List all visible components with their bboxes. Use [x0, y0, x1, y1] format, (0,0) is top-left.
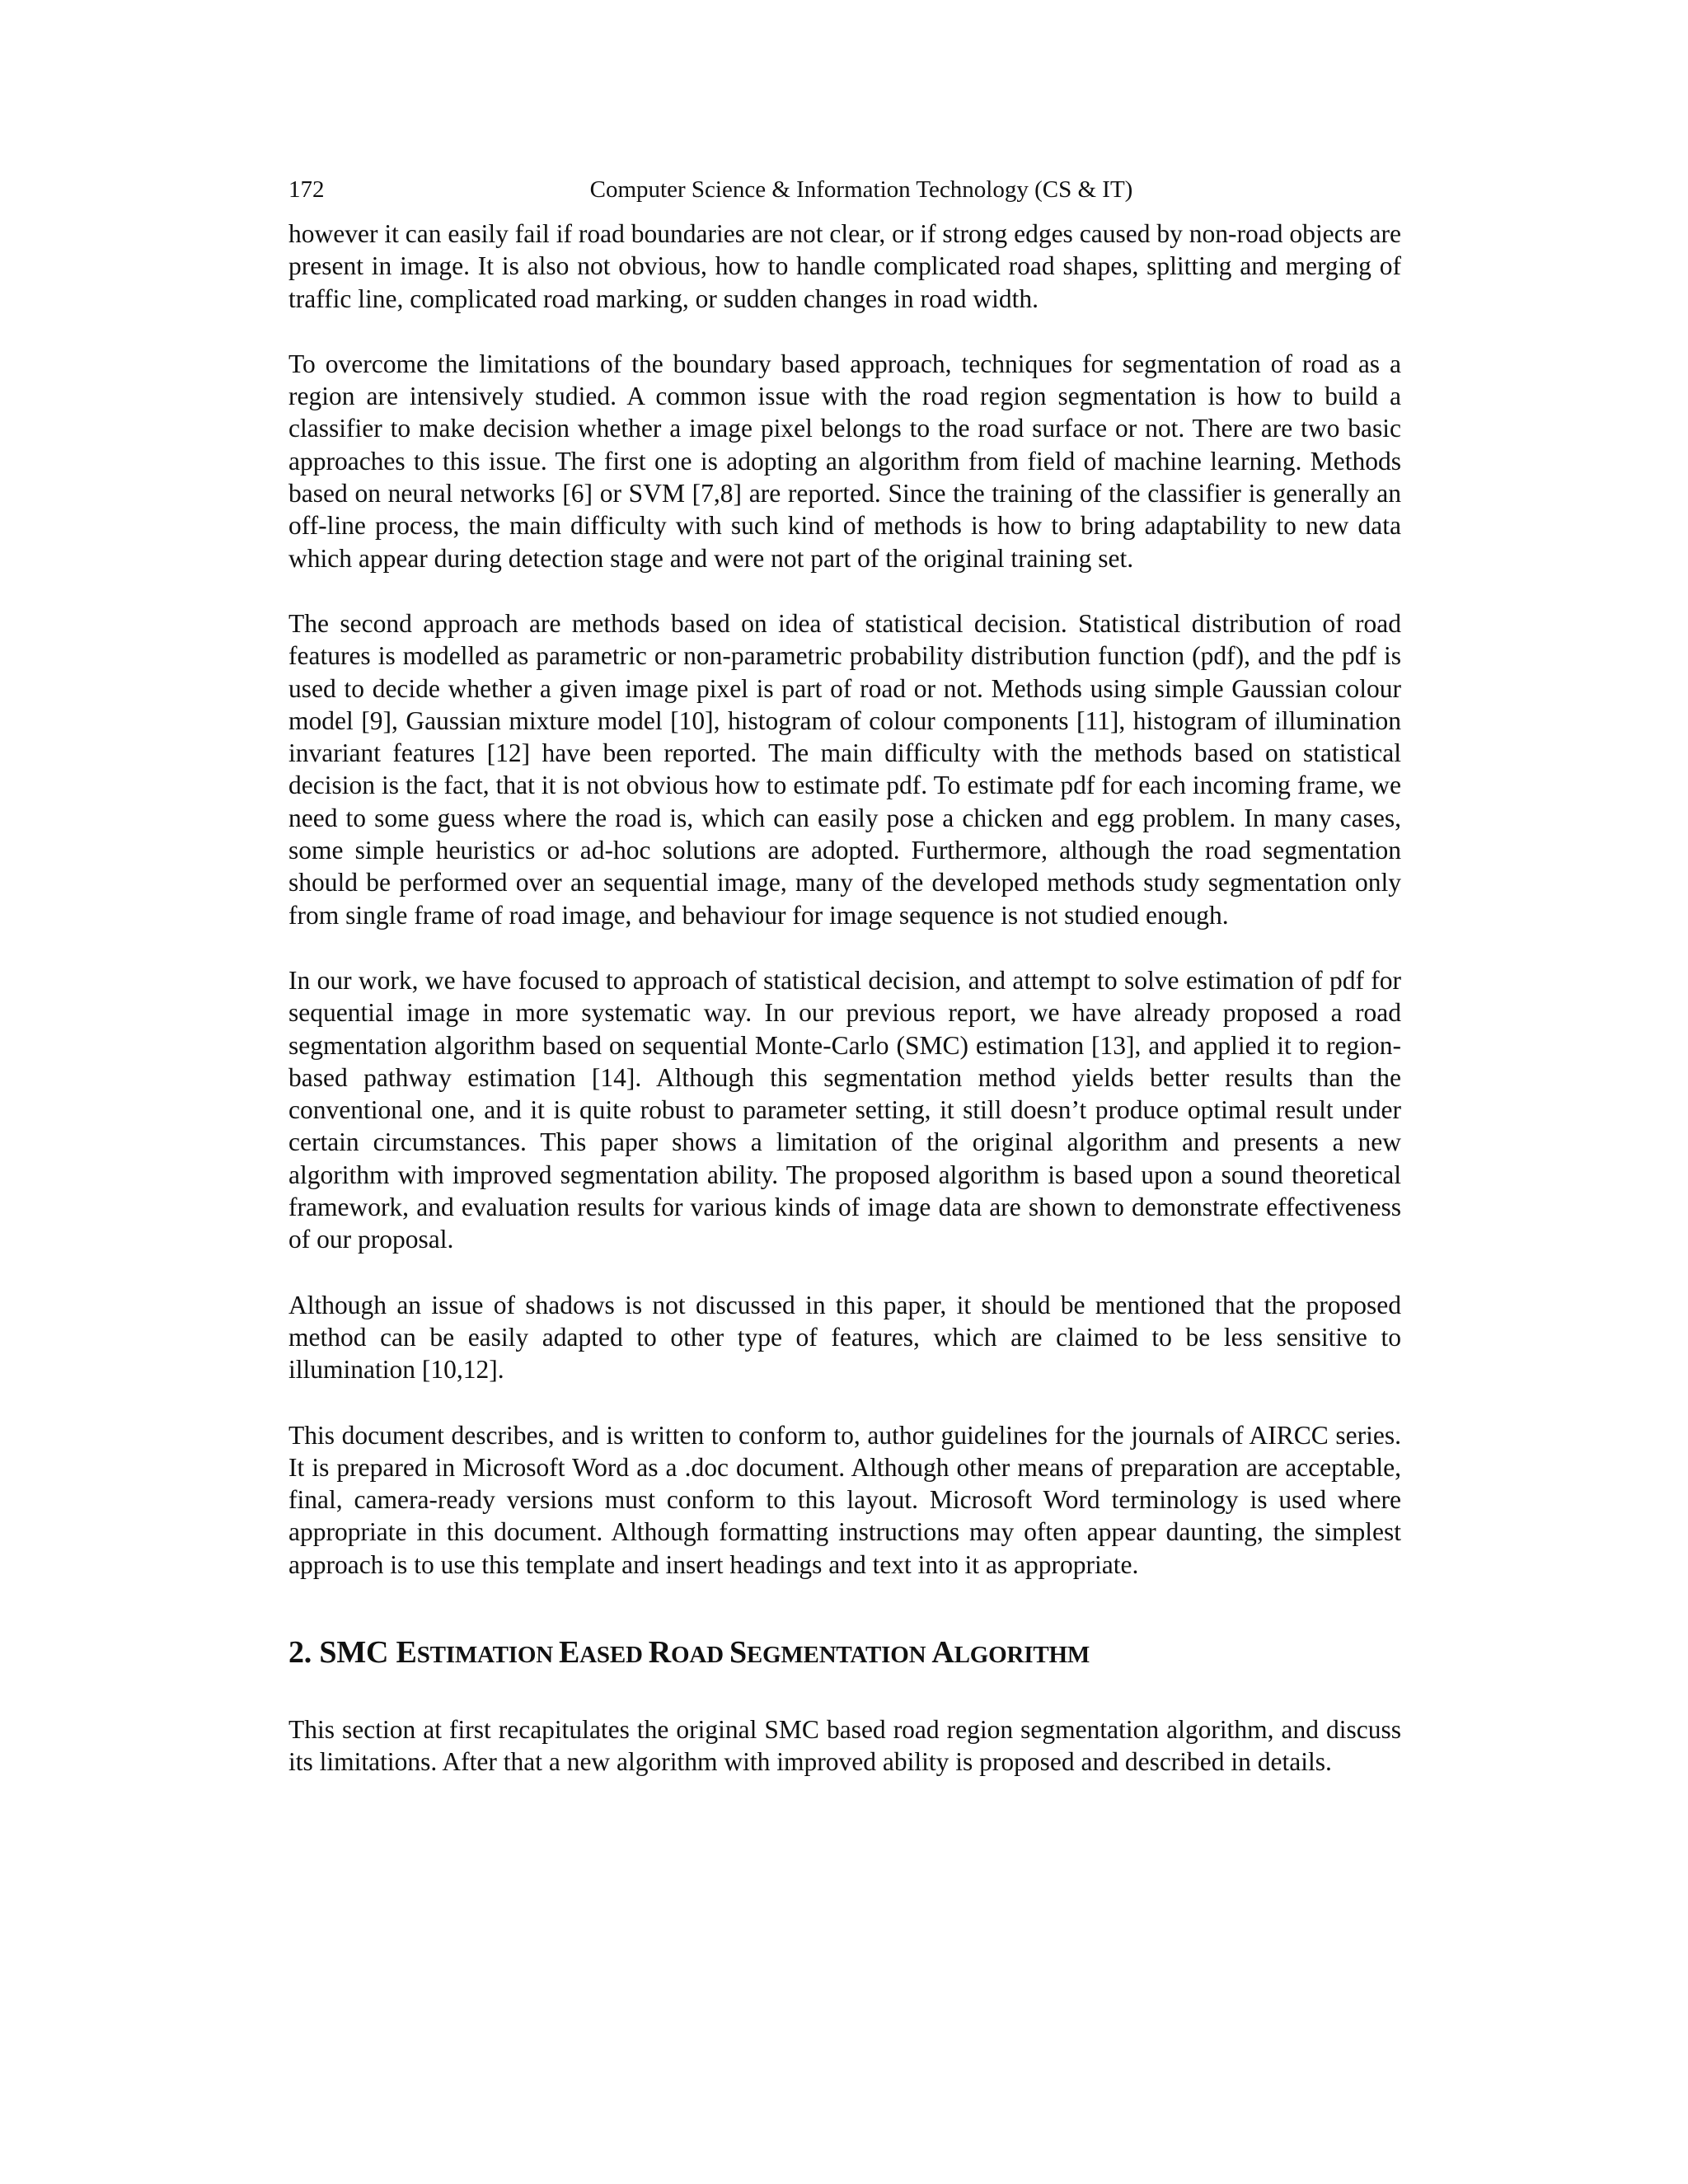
heading-part: E [396, 1634, 417, 1670]
body-paragraph-2: To overcome the limitations of the boundary based approach, techniques for segmentation of road as a region are intensively studied. A common issue with the road region segmentation is how to build a classifier to make decision whether a image pixel belongs to the road surface or not. There are two basic approaches to this issue. The first one is adopting an algorithm from field of machine learning. Methods based on neural networks [6] or SVM [7,8] are reported. Since the training of the classifier is generally an off-line process, the main difficulty with such kind of methods is how to bring adaptability to new data which appear during detection stage and were not part of the original training set. [288, 349, 1401, 573]
heading-part: EGMENTATION [746, 1641, 932, 1668]
running-header [288, 168, 1401, 211]
paper-page [288, 168, 1401, 1811]
heading-part: 2. SMC [288, 1634, 396, 1670]
page-number: 172 [288, 176, 325, 203]
heading-part: LGORITHM [954, 1641, 1090, 1668]
heading-part: R [648, 1634, 672, 1670]
heading-part: S [729, 1634, 747, 1670]
body-paragraph-6: This document describes, and is written to conform to, author guidelines for the journals of AIRCC series. It is prepared in Microsoft Word as a .doc document. Although other means of preparation are acceptable, final, camera-ready versions must conform to this layout. Microsoft Word terminology is used where appropriate in this document. Although formatting instructions may often appear daunting, the simplest approach is to use this template and insert headings and text into it as appropriate. [288, 1420, 1401, 1579]
heading-part: A [931, 1634, 954, 1670]
heading-part: STIMATION [416, 1641, 560, 1668]
body-paragraph-3: The second approach are methods based on idea of statistical decision. Statistical distribution of road features is modelled as parametric or non-parametric probability distribution function (pdf), and the pdf is used to decide whether a given image pixel is part of road or not. Methods using simple Gaussian colour model [9], Gaussian mixture model [10], histogram of colour components [11], histogram of illumination invariant features [12] have been reported. The main difficulty with the methods based on statistical decision is the fact, that it is not obvious how to estimate pdf. To estimate pdf for each incoming frame, we need to some guess where the road is, which can easily pose a chicken and egg problem. In many cases, some simple heuristics or ad-hoc solutions are adopted. Furthermore, although the road segmentation should be performed over an sequential image, many of the developed methods study segmentation only from single frame of road image, and behaviour for image sequence is not studied enough. [288, 608, 1401, 930]
body-paragraph-1: however it can easily fail if road boundaries are not clear, or if strong edges caused by non-road objects are present in image. It is also not obvious, how to handle complicated road shapes, splitting and merging of traffic line, complicated road marking, or sudden changes in road width. [288, 219, 1401, 313]
section-paragraph: This section at first recapitulates the original SMC based road region segmentation algorithm, and discuss its limitations. After that a new algorithm with improved ability is proposed and described in details. [288, 1714, 1401, 1777]
heading-part: OAD [671, 1641, 729, 1668]
section-heading [288, 1633, 1401, 1674]
heading-part: ASED [579, 1641, 649, 1668]
heading-part: E [559, 1634, 580, 1670]
journal-title: Computer Science & Information Technology (CS & IT) [589, 176, 1133, 203]
body-paragraph-5: Although an issue of shadows is not discussed in this paper, it should be mentioned that the proposed method can be easily adapted to other type of features, which are claimed to be less sensitive to illumination [10,12]. [288, 1290, 1401, 1385]
body-paragraph-4: In our work, we have focused to approach of statistical decision, and attempt to solve estimation of pdf for sequential image in more systematic way. In our previous report, we have already proposed a road segmentation algorithm based on sequential Monte-Carlo (SMC) estimation [13], and applied it to region-based pathway estimation [14]. Although this segmentation method yields better results than the conventional one, and it is quite robust to parameter setting, it still doesn’t produce optimal result under certain circumstances. This paper shows a limitation of the original algorithm and presents a new algorithm with improved segmentation ability. The proposed algorithm is based upon a sound theoretical framework, and evaluation results for various kinds of image data are shown to demonstrate effectiveness of our proposal. [288, 965, 1401, 1254]
